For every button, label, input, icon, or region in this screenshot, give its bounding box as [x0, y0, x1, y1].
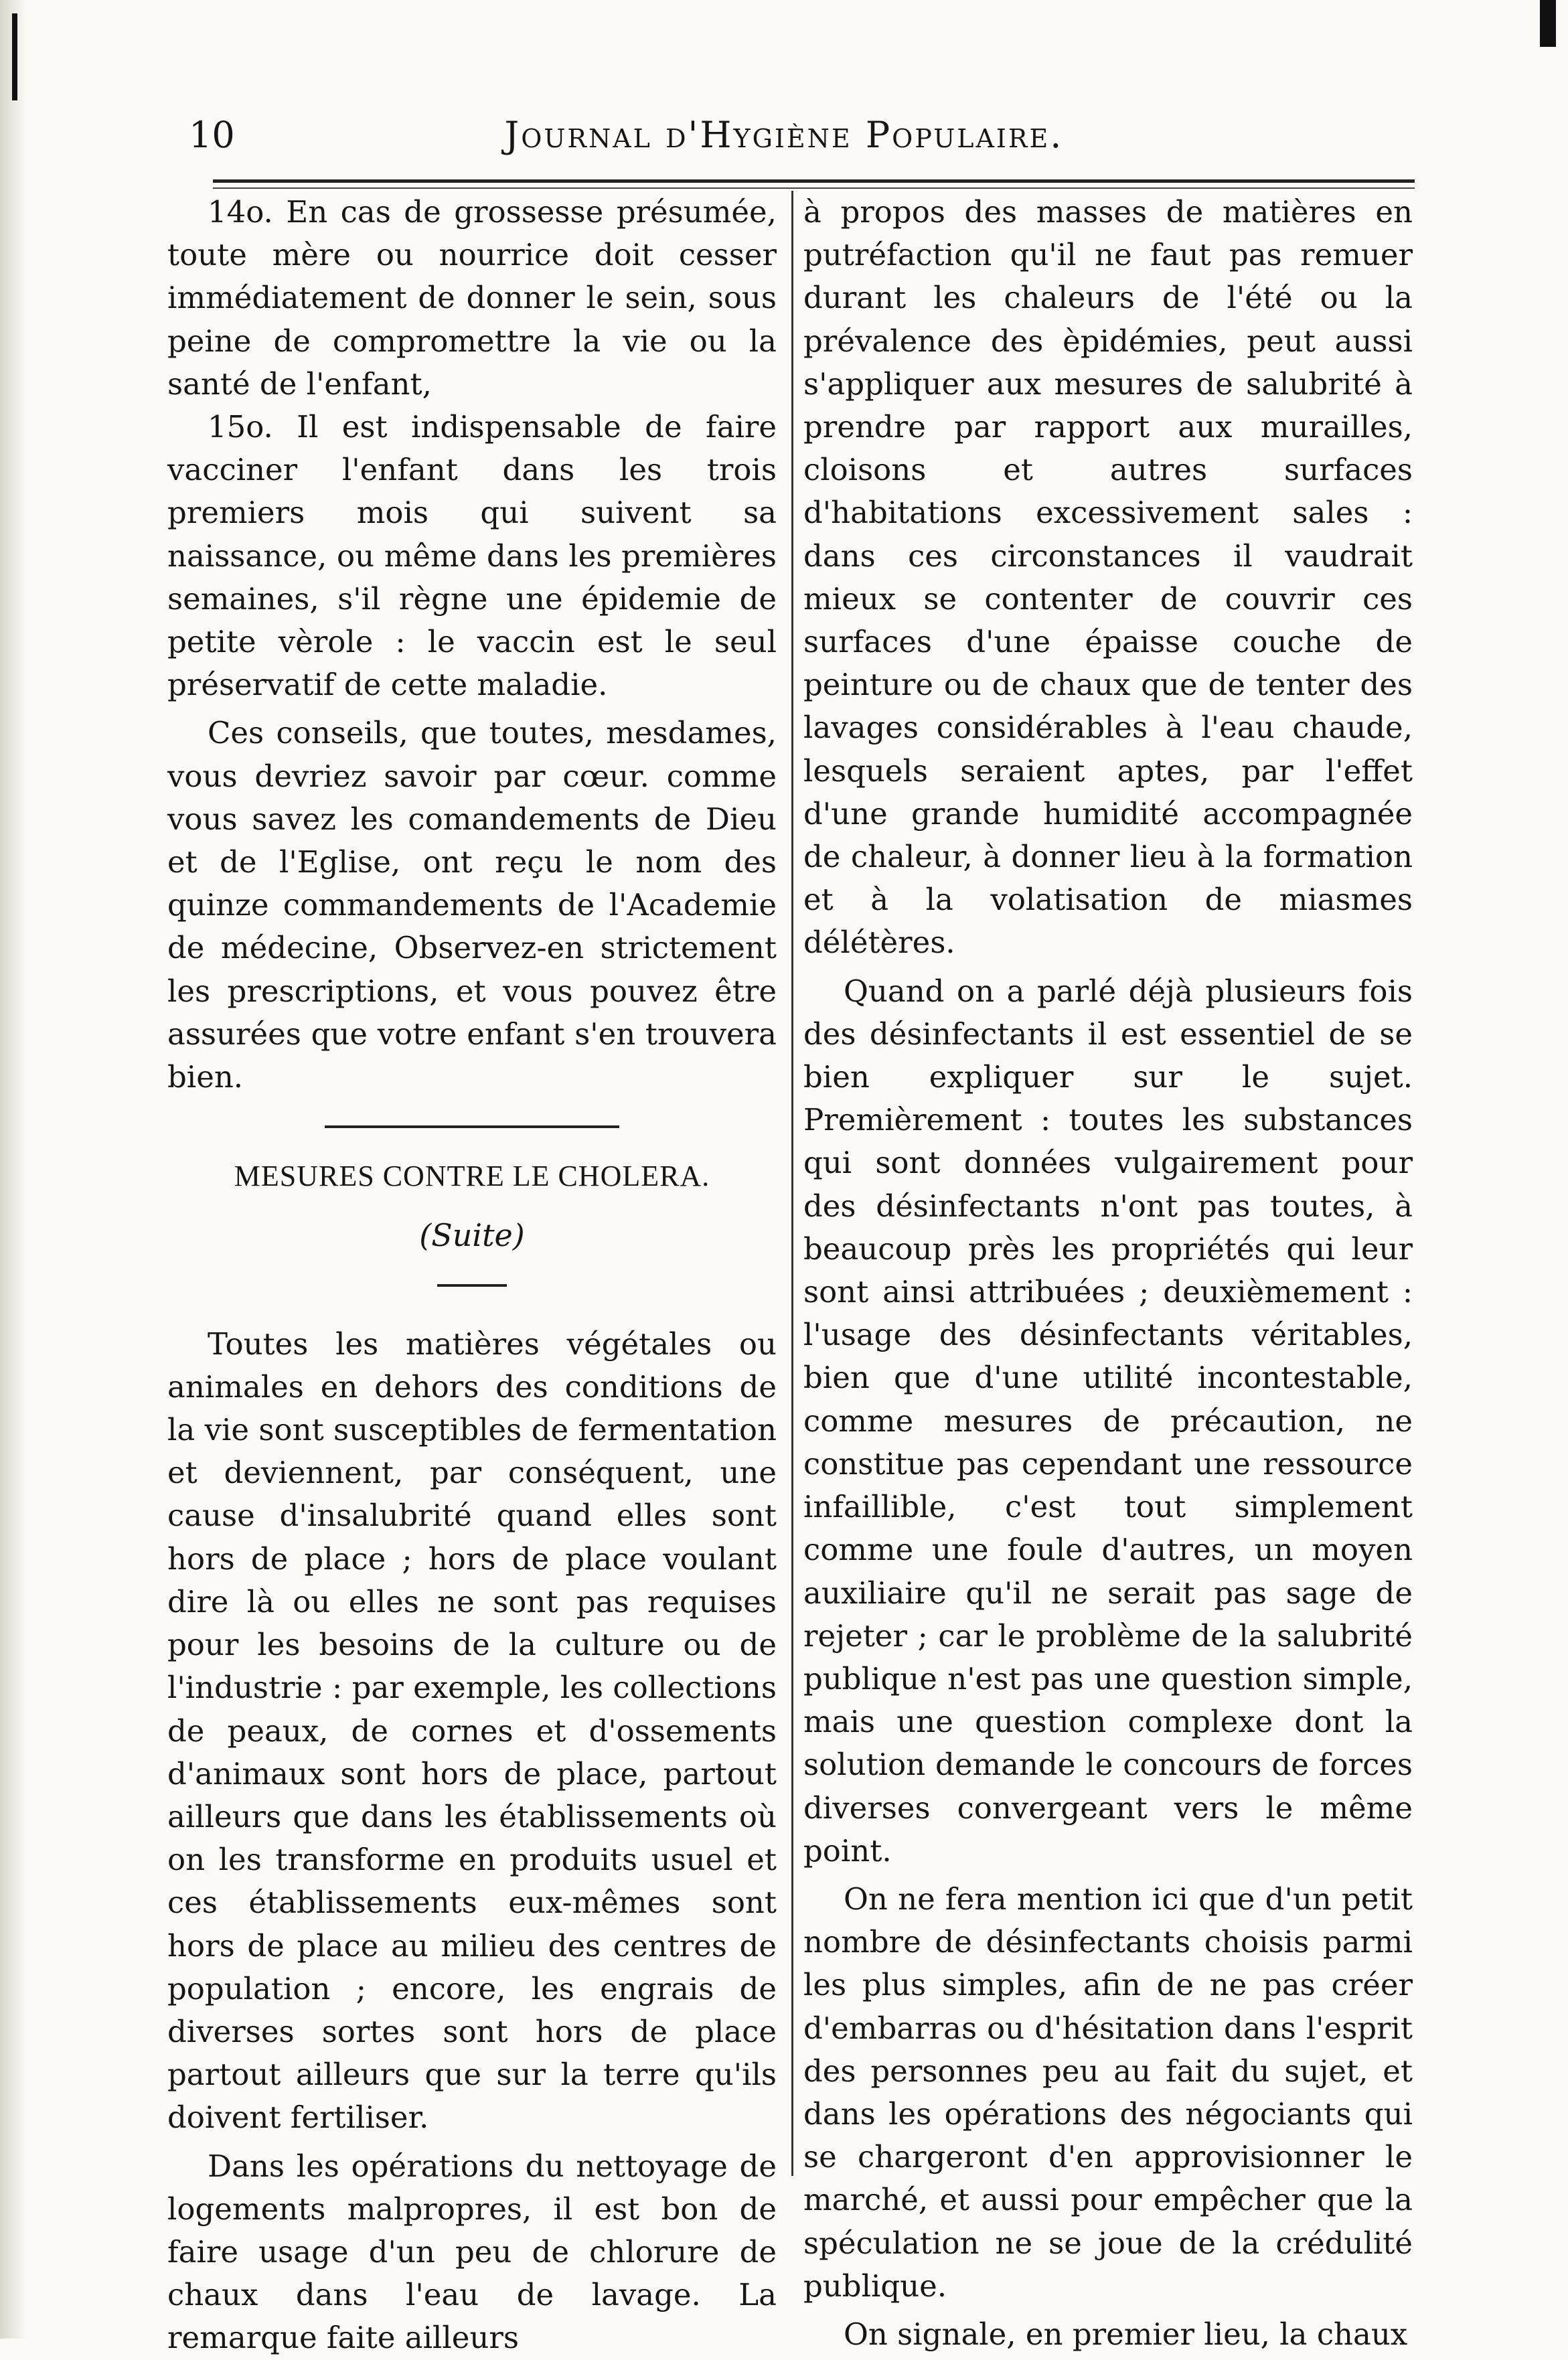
running-title: Journal d'Hygiène Populaire.: [504, 114, 1064, 156]
section-subtitle: (Suite): [419, 1217, 525, 1254]
column-divider: [791, 191, 793, 2176]
scan-corner-mark: [1540, 0, 1556, 47]
left-column: [167, 191, 777, 2360]
paragraph-continuation: à propos des masses de matières en putréfaction qu'il ne faut pas remuer durant les chaleurs de l'été ou la prévalence des èpidémies, peut aussi s'appliquer aux mesures de salubrité à prendre par rapport aux murailles, cloisons et autres surfaces d'habitations excessivement sales : dans ces circonstances il vaudrait mieux se contenter de couvrir ces surfaces d'une épaisse couche de peinture ou de chaux que de tenter des lavages considérables à l'eau chaude, lesquels seraient aptes, par l'effet d'une grande humidité accompagnée de chaleur, à donner lieu à la formation et à la volatisation de miasmes délétères.: [803, 194, 1413, 961]
right-column: [803, 191, 1413, 2356]
paragraph-desinfectants: Quand on a parlé déjà plusieurs fois des désinfectants il est essentiel de se bien expliquer sur le sujet. Premièrement : toutes les substances qui sont données vulgairement pour des désinfectants n'ont pas toutes, à beaucoup près les propriétés qui leur sont ainsi attribuées ; deuxièmement : l'usage des désinfectants véritables, bien que d'une utilité incontestable, comme mesures de précaution, ne constitue pas cependant une ressource infaillible, c'est tout simplement comme une foule d'autres, un moyen auxiliaire qu'il ne serait pas sage de rejeter ; car le problème de la salubrité publique n'est pas une question simple, mais une question complexe dont la solution demande le concours de forces diverses convergeant vers le même point.: [803, 973, 1413, 1869]
scan-left-edge-shadow: [0, 0, 27, 2339]
paragraph-14: 14o. En cas de grossesse présumée, toute mère ou nourrice doit cesser immédiatement de donner le sein, sous peine de compromettre la vie ou la santé de l'enfant,: [167, 194, 777, 402]
paragraph-15: 15o. Il est indispensable de faire vacciner l'enfant dans les trois premiers mois qui suivent sa naissance, ou même dans les premières semaines, s'il règne une épidemie de petite vèrole : le vaccin est le seul préservatif de cette maladie.: [167, 409, 777, 703]
scan-binding-mark: [12, 13, 17, 100]
paragraph-nettoyage: Dans les opérations du nettoyage de logements malpropres, il est bon de faire usage d'un peu de chlorure de chaux dans l'eau de lavage. La remarque faite ailleurs: [167, 2148, 777, 2356]
page-number: 10: [189, 114, 235, 156]
section-separator-rule: [325, 1125, 619, 1128]
section-title: MESURES CONTRE LE CHOLERA.: [234, 1160, 710, 1193]
paragraph-conseils: Ces conseils, que toutes, mesdames, vous devriez savoir par cœur. comme vous savez les comandements de Dieu et de l'Eglise, ont reçu le nom des quinze commandements de l'Academie de médecine, Observez-en strictement les prescriptions, et vous pouvez être assurées que votre enfant s'en trouvera bien.: [167, 715, 777, 1095]
subtitle-rule: [437, 1284, 507, 1287]
paragraph-chaux: On signale, en premier lieu, la chaux: [844, 2316, 1408, 2352]
header-rule-thin: [213, 187, 1415, 189]
header-rule: [213, 179, 1415, 183]
paragraph-matieres: Toutes les matières végétales ou animales en dehors des conditions de la vie sont susceptibles de fermentation et deviennent, par conséquent, une cause d'insalubrité quand elles sont hors de place ; hors de place voulant dire là ou elles ne sont pas requises pour les besoins de la culture ou de l'industrie : par exemple, les collections de peaux, de cornes et d'ossements d'animaux sont hors de place, partout ailleurs que dans les établissements où on les transforme en produits usuel et ces établissements eux-mêmes sont hors de place au milieu des centres de population ; encore, les engrais de diverses sortes sont hors de place partout ailleurs que sur la terre qu'ils doivent fertiliser.: [167, 1326, 777, 2136]
paragraph-mention: On ne fera mention ici que d'un petit nombre de désinfectants choisis parmi les plus simples, afin de ne pas créer d'embarras ou d'hésitation dans l'esprit des personnes peu au fait du sujet, et dans les opérations des négociants qui se chargeront d'en approvisionner le marché, et aussi pour empêcher que la spéculation ne se joue de la crédulité publique.: [803, 1881, 1413, 2304]
